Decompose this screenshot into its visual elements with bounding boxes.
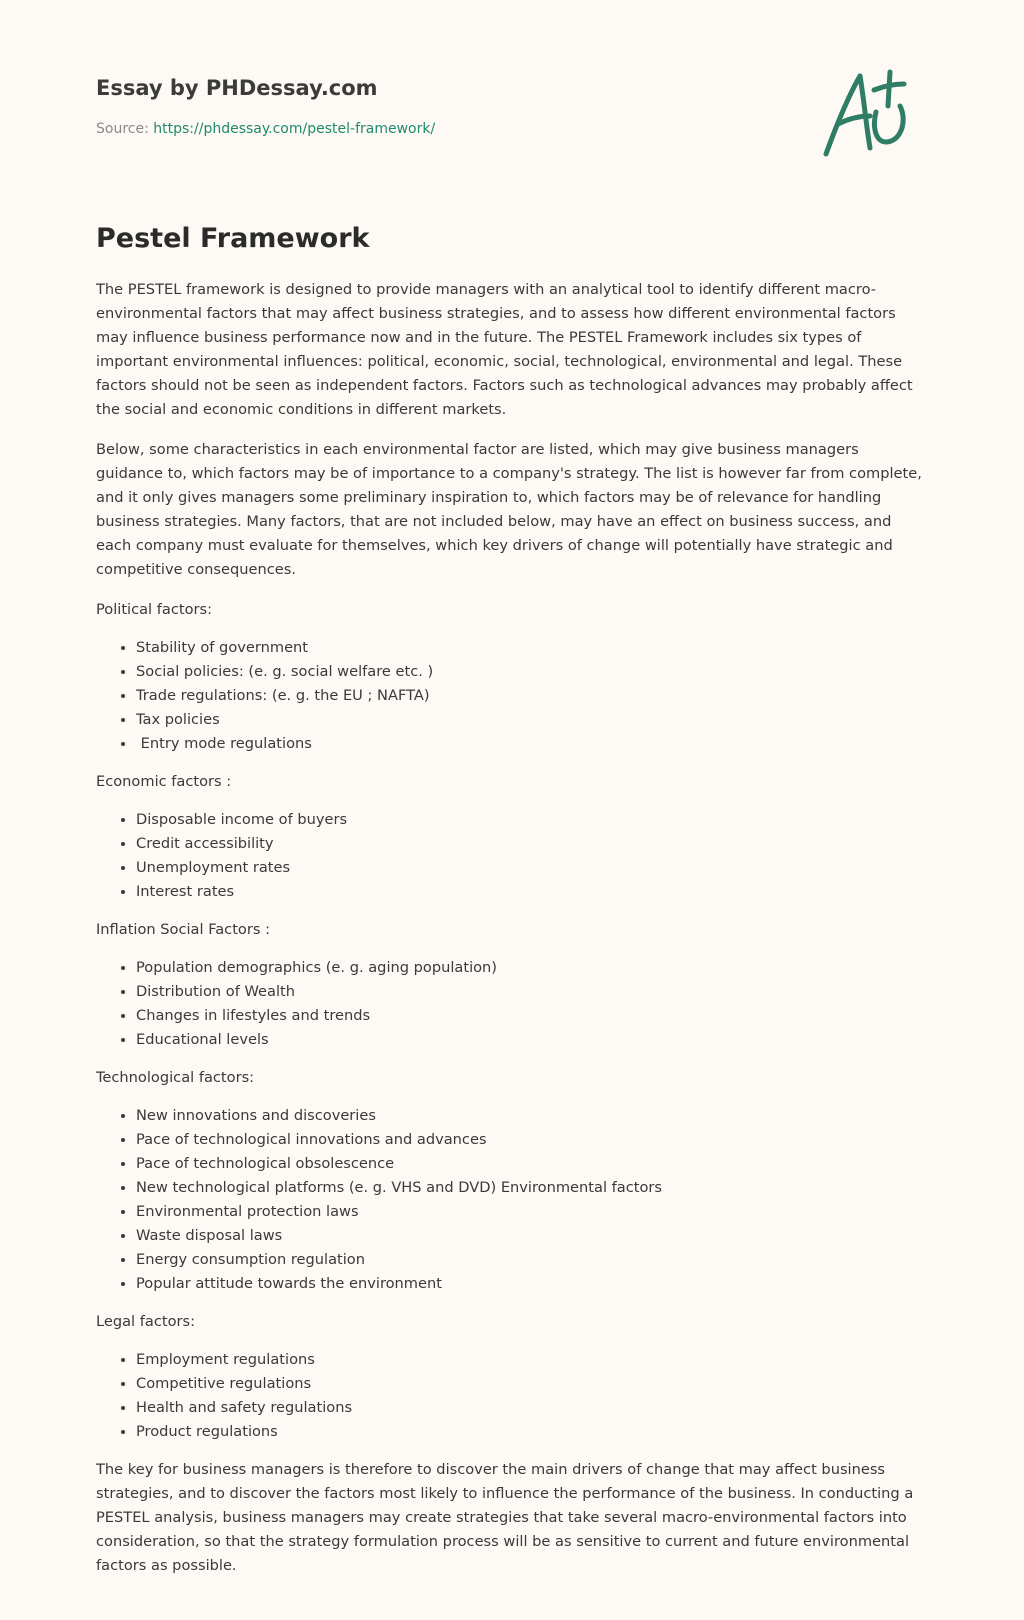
list-political	[96, 636, 926, 756]
intro-paragraph: The PESTEL framework is designed to provide managers with an analytical tool to identify different macro-environmental factors that may affect business strategies, and to assess how different environmental factors may influence business performance now and in the future. The PESTEL Framework includes six types of important environmental influences: political, economic, social, technological, environmental and legal. These factors should not be seen as independent factors. Factors such as technological advances may probably affect the social and economic conditions in different markets.	[96, 281, 913, 418]
list-item: • Unemployment rates	[136, 856, 926, 880]
conclusion-paragraph: The key for business managers is therefore to discover the main drivers of change that may affect business strategies, and to discover the factors most likely to influence the performance of the business. In conducting a PESTEL analysis, business managers may create strategies that take several macro-environmental factors into consideration, so that the strategy formulation process will be as sensitive to current and future environmental factors as possible.	[96, 1461, 914, 1574]
intro-paragraph: Below, some characteristics in each environmental factor are listed, which may give business managers guidance to, which factors may be of importance to a company's strategy. The list is however far from complete, and it only gives managers some preliminary inspiration to, which factors may be of relevance for handling business strategies. Many factors, that are not included below, may have an effect on business success, and each company must evaluate for themselves, which key drivers of change will potentially have strategic and competitive consequences.	[96, 441, 922, 578]
list-item: • Changes in lifestyles and trends	[136, 1004, 926, 1028]
section-label-economic: Economic factors :	[96, 773, 232, 790]
list-item: • New innovations and discoveries	[136, 1104, 926, 1128]
source-line	[96, 119, 796, 139]
list-economic	[96, 808, 926, 904]
list-item: • Product regulations	[136, 1420, 926, 1444]
list-item: • Pace of technological innovations and advances	[136, 1128, 926, 1152]
list-item: • Energy consumption regulation	[136, 1248, 926, 1272]
list-item: • Entry mode regulations	[136, 732, 926, 756]
list-item: • Pace of technological obsolescence	[136, 1152, 926, 1176]
list-item: • Waste disposal laws	[136, 1224, 926, 1248]
list-item: • Distribution of Wealth	[136, 980, 926, 1004]
article	[96, 222, 926, 1594]
article-title: Pestel Framework	[96, 223, 370, 254]
list-technological	[96, 1104, 926, 1296]
list-item: • Trade regulations: (e. g. the EU ; NAFTA)	[136, 684, 926, 708]
a-plus-logo-icon	[820, 66, 930, 166]
list-item: • Health and safety regulations	[136, 1396, 926, 1420]
section-label-social: Inflation Social Factors :	[96, 921, 271, 938]
list-item: • Disposable income of buyers	[136, 808, 926, 832]
list-item: • Educational levels	[136, 1028, 926, 1052]
page-header	[96, 74, 796, 139]
list-item: • Stability of government	[136, 636, 926, 660]
section-label-technological: Technological factors:	[96, 1069, 255, 1086]
list-item: • Environmental protection laws	[136, 1200, 926, 1224]
section-label-political: Political factors:	[96, 601, 213, 618]
list-item: • Competitive regulations	[136, 1372, 926, 1396]
list-item: • Tax policies	[136, 708, 926, 732]
source-link[interactable]: https://phdessay.com/pestel-framework/	[153, 121, 436, 137]
list-item: • Social policies: (e. g. social welfare etc. )	[136, 660, 926, 684]
list-item: • Popular attitude towards the environment	[136, 1272, 926, 1296]
list-item: • Employment regulations	[136, 1348, 926, 1372]
list-item: • Credit accessibility	[136, 832, 926, 856]
list-legal	[96, 1348, 926, 1444]
list-item: • Interest rates	[136, 880, 926, 904]
source-label: Source:	[96, 121, 154, 137]
list-item: • New technological platforms (e. g. VHS and DVD) Environmental factors	[136, 1176, 926, 1200]
list-social	[96, 956, 926, 1052]
list-item: • Population demographics (e. g. aging population)	[136, 956, 926, 980]
brand-title: Essay by PHDessay.com	[96, 76, 378, 100]
section-label-legal: Legal factors:	[96, 1313, 196, 1330]
